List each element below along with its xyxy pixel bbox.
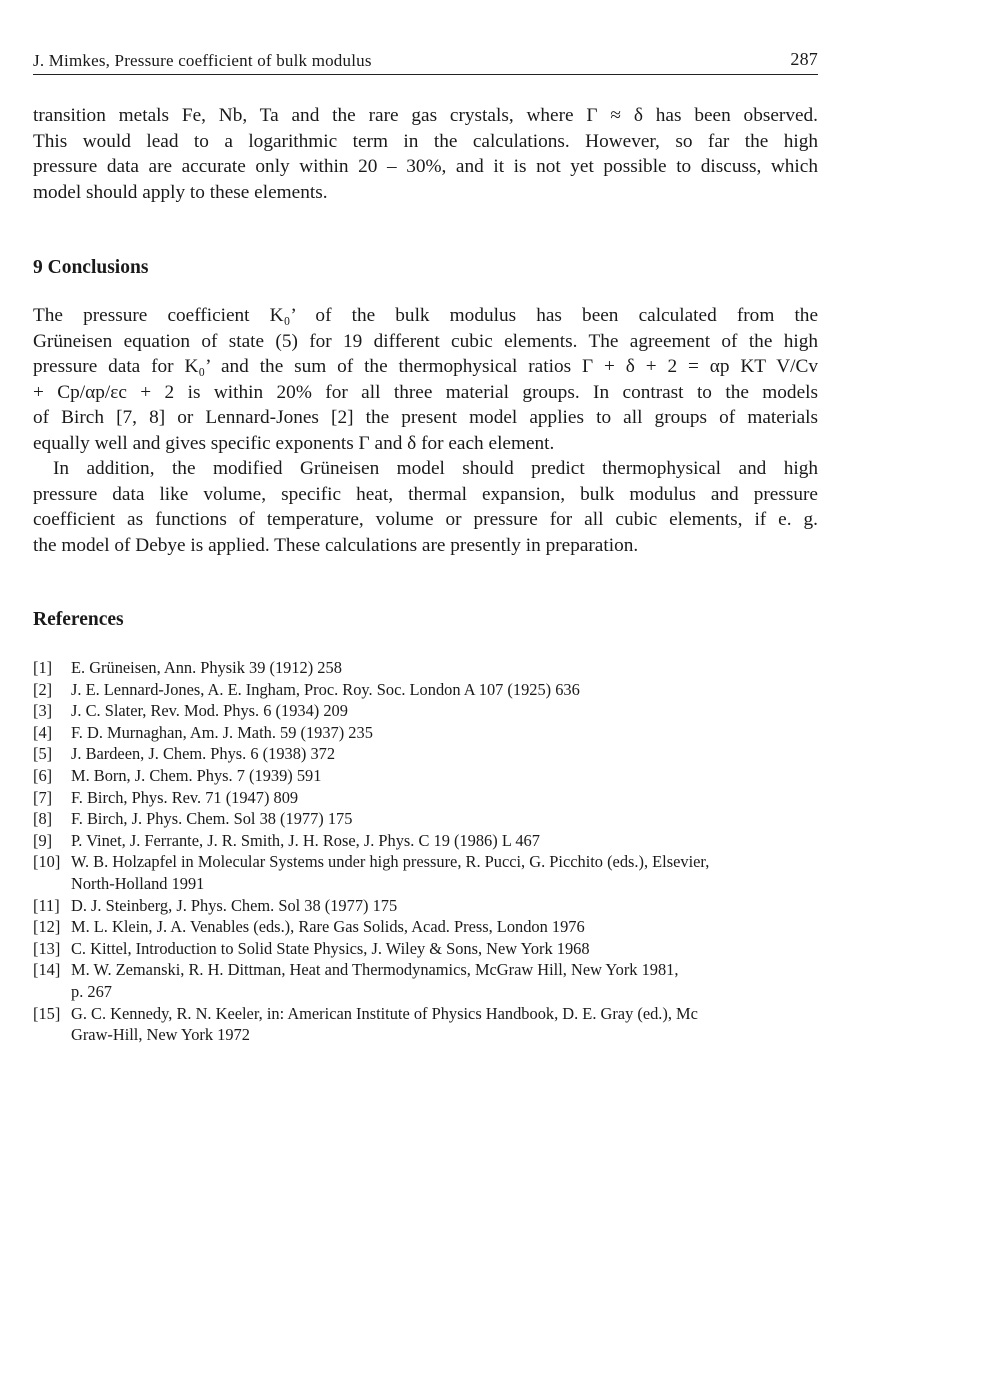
reference-number: [6] <box>33 765 53 785</box>
reference-number: [9] <box>33 830 53 850</box>
text-line: pressure data are accurate only within 20 – 30%, and it is not yet possible to discuss, which <box>33 156 818 178</box>
reference-text: J. C. Slater, Rev. Mod. Phys. 6 (1934) 209 <box>71 701 348 721</box>
reference-item <box>33 959 818 1002</box>
section-heading-conclusions: 9 Conclusions <box>33 257 149 278</box>
running-head <box>33 48 818 75</box>
reference-text: W. B. Holzapfel in Molecular Systems under high pressure, R. Pucci, G. Picchito (eds.), Elsevier, <box>71 852 710 872</box>
reference-item <box>33 679 818 701</box>
reference-number: [8] <box>33 809 53 829</box>
reference-item <box>33 808 818 830</box>
text-line: model should apply to these elements. <box>33 181 328 203</box>
text-line: In addition, the modified Grüneisen model should predict thermophysical and high <box>53 458 818 479</box>
reference-text-continued: p. 267 <box>71 981 112 1001</box>
reference-text: G. C. Kennedy, R. N. Keeler, in: American Institute of Physics Handbook, D. E. Gray (ed.), Mc <box>71 1003 698 1023</box>
reference-text: J. Bardeen, J. Chem. Phys. 6 (1938) 372 <box>71 744 336 764</box>
reference-list <box>33 657 818 1046</box>
text-line: of Birch [7, 8] or Lennard-Jones [2] the present model applies to all groups of materials <box>33 407 818 429</box>
reference-number: [1] <box>33 658 53 677</box>
reference-text: F. D. Murnaghan, Am. J. Math. 59 (1937) 235 <box>71 722 373 742</box>
reference-item <box>33 938 818 960</box>
reference-item <box>33 722 818 744</box>
text-line: pressure data for K₀’ and the sum of the thermophysical ratios Γ + δ + 2 = αp KT V/Cv <box>33 356 818 378</box>
reference-item <box>33 1003 818 1046</box>
reference-item <box>33 700 818 722</box>
reference-number: [14] <box>33 960 61 980</box>
reference-number: [2] <box>33 679 53 699</box>
reference-text-continued: North-Holland 1991 <box>71 873 205 893</box>
reference-number: [15] <box>33 1003 61 1023</box>
running-title: J. Mimkes, Pressure coefficient of bulk modulus <box>33 51 372 70</box>
reference-number: [7] <box>33 787 53 807</box>
text-line: + Cp/αp/εc + 2 is within 20% for all three material groups. In contrast to the models <box>33 381 818 403</box>
reference-item <box>33 851 818 894</box>
text-line: This would lead to a logarithmic term in the calculations. However, so far the high <box>33 130 818 152</box>
reference-item <box>33 743 818 765</box>
text-line: the model of Debye is applied. These calculations are presently in preparation. <box>33 534 639 556</box>
reference-text: E. Grüneisen, Ann. Physik 39 (1912) 258 <box>71 658 342 677</box>
reference-text: M. W. Zemanski, R. H. Dittman, Heat and Thermodynamics, McGraw Hill, New York 1981, <box>71 960 679 980</box>
reference-text: P. Vinet, J. Ferrante, J. R. Smith, J. H. Rose, J. Phys. C 19 (1986) L 467 <box>71 830 540 850</box>
reference-number: [3] <box>33 701 53 721</box>
reference-number: [12] <box>33 917 61 937</box>
reference-number: [5] <box>33 744 53 764</box>
reference-text: M. Born, J. Chem. Phys. 7 (1939) 591 <box>71 765 322 785</box>
section-heading-references: References <box>33 609 124 630</box>
reference-text: F. Birch, Phys. Rev. 71 (1947) 809 <box>71 787 299 807</box>
intro-paragraph <box>33 103 818 205</box>
reference-item <box>33 895 818 917</box>
reference-text-continued: Graw-Hill, New York 1972 <box>71 1025 250 1045</box>
reference-item <box>33 830 818 852</box>
page-number: 287 <box>790 49 818 69</box>
conclusions-paragraph-2 <box>33 456 818 558</box>
reference-item <box>33 657 818 679</box>
reference-text: M. L. Klein, J. A. Venables (eds.), Rare Gas Solids, Acad. Press, London 1976 <box>71 917 585 937</box>
text-line: transition metals Fe, Nb, Ta and the rare gas crystals, where Γ ≈ δ has been observed. <box>33 105 818 126</box>
text-line: pressure data like volume, specific heat, thermal expansion, bulk modulus and pressure <box>33 483 818 505</box>
reference-number: [4] <box>33 722 53 742</box>
reference-text: C. Kittel, Introduction to Solid State Physics, J. Wiley & Sons, New York 1968 <box>71 938 590 958</box>
reference-item <box>33 765 818 787</box>
reference-item <box>33 787 818 809</box>
text-line: equally well and gives specific exponents Γ and δ for each element. <box>33 432 555 454</box>
text-line: The pressure coefficient K₀’ of the bulk modulus has been calculated from the <box>33 305 818 326</box>
reference-number: [10] <box>33 852 61 872</box>
text-line: coefficient as functions of temperature, volume or pressure for all cubic elements, if e. g. <box>33 509 818 531</box>
reference-number: [11] <box>33 895 60 915</box>
reference-text: D. J. Steinberg, J. Phys. Chem. Sol 38 (1977) 175 <box>71 895 398 915</box>
text-line: Grüneisen equation of state (5) for 19 different cubic elements. The agreement of the high <box>33 330 818 352</box>
reference-number: [13] <box>33 938 61 958</box>
reference-item <box>33 916 818 938</box>
reference-text: F. Birch, J. Phys. Chem. Sol 38 (1977) 175 <box>71 809 353 829</box>
conclusions-paragraph-1 <box>33 303 818 457</box>
reference-text: J. E. Lennard-Jones, A. E. Ingham, Proc. Roy. Soc. London A 107 (1925) 636 <box>71 679 580 699</box>
